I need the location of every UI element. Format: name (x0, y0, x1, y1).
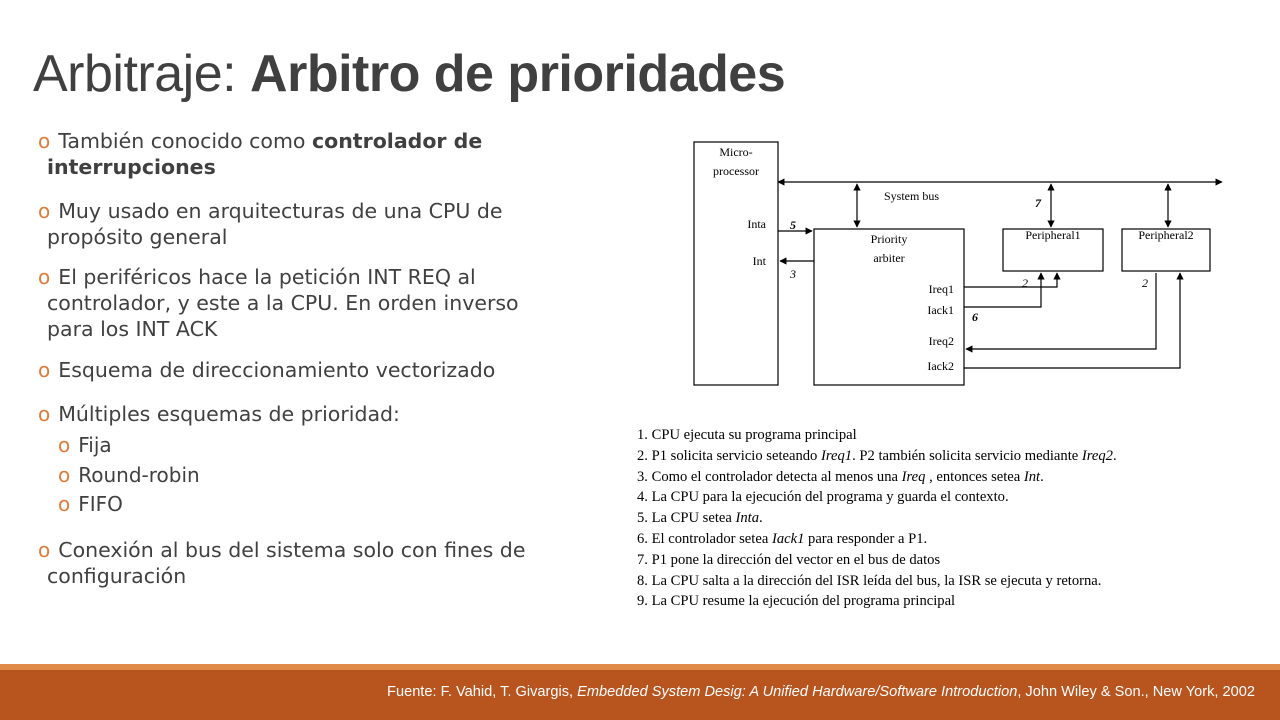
inta-label: Inta (747, 217, 766, 231)
sub-bullet-text: Fija (78, 433, 112, 457)
sub-bullet-text: Round-robin (78, 463, 200, 487)
priority-label-line1: Priority (870, 232, 908, 246)
step-item (637, 425, 1117, 446)
bullet-marker: o (38, 265, 51, 289)
iack1-line (964, 273, 1041, 307)
bullet-marker: o (38, 538, 51, 562)
step-italic: Ireq (901, 468, 926, 485)
bullet-item (38, 198, 618, 250)
step-item (637, 446, 1117, 467)
bullet-marker: o (58, 492, 71, 516)
citation-text: Fuente: F. Vahid, T. Givargis, (387, 684, 578, 700)
bullet-continuation: propósito general (47, 225, 228, 249)
title-normal: Arbitraje: (33, 45, 251, 103)
ireq2-line (966, 273, 1156, 349)
step-item (637, 529, 1117, 550)
bullet-item (38, 357, 618, 383)
iack2-label: Iack2 (927, 359, 954, 373)
title-bold: Arbitro de prioridades (250, 45, 786, 103)
bullet-item (38, 401, 618, 427)
bullet-text: Esquema de direccionamiento vectorizado (58, 358, 496, 382)
bullet-item (38, 537, 618, 589)
bullet-item (38, 264, 618, 342)
footer-bar (0, 670, 1280, 720)
bullet-continuation: controlador, y este a la CPU. En orden inverso (47, 291, 519, 315)
step-text: . (1040, 468, 1044, 485)
step-text: , entonces setea (925, 468, 1024, 485)
bullet-marker: o (58, 433, 71, 457)
slide-title (33, 44, 785, 104)
step-text: 4. La CPU para la ejecución del programa y guarda el contexto. (637, 489, 1009, 506)
step-text: 2. P1 solicita servicio seteando (637, 447, 822, 464)
ireq2-label: Ireq2 (928, 334, 954, 348)
step-italic: Int (1023, 468, 1041, 485)
bullet-item (38, 128, 618, 180)
int-label: Int (752, 254, 766, 268)
bullet-continuation: para los INT ACK (47, 317, 218, 341)
bullet-bold: controlador de (311, 129, 483, 153)
bullet-text: Muy usado en arquitecturas de una CPU de (58, 199, 503, 223)
peripheral1-label: Peripheral1 (1025, 228, 1081, 242)
bullet-marker: o (58, 463, 71, 487)
step-number-2-p2: 2 (1142, 276, 1148, 290)
citation-book-title: Embedded System Desig: A Unified Hardware/Software Introduction (577, 684, 1018, 700)
sub-bullet-text: FIFO (78, 492, 123, 516)
step-text: . (1112, 447, 1117, 464)
priority-arbiter-diagram (620, 135, 1240, 395)
step-text: 3. Como el controlador detecta al menos una (637, 468, 902, 485)
micro-label-line1: Micro- (719, 145, 753, 159)
system-bus-label: System bus (884, 189, 940, 203)
step-text: . P2 también solicita servicio mediante (852, 447, 1082, 464)
iack1-label: Iack1 (927, 303, 954, 317)
sub-bullet-item (58, 462, 200, 488)
bullet-text: El periféricos hace la petición INT REQ al (58, 265, 476, 289)
step-text: 1. CPU ejecuta su programa principal (637, 427, 857, 443)
step-item (637, 508, 1117, 529)
step-text: 5. La CPU setea (637, 510, 736, 527)
bullet-continuation: configuración (47, 564, 187, 588)
step-text: 8. La CPU salta a la dirección del ISR leída del bus, la ISR se ejecuta y retorna. (637, 572, 1102, 589)
micro-label-line2: processor (713, 164, 759, 178)
bullet-marker: o (38, 402, 51, 426)
step-item (637, 591, 1117, 612)
step-item (637, 571, 1117, 592)
ireq1-line (964, 273, 1057, 287)
step-number-5: 5 (790, 218, 796, 232)
bullet-text: Conexión al bus del sistema solo con fines de (58, 538, 526, 562)
step-text: para responder a P1. (804, 530, 928, 547)
step-italic: Ireq1 (821, 447, 853, 464)
step-italic: Inta (735, 510, 760, 527)
priority-label-line2: arbiter (873, 251, 905, 265)
step-item (637, 467, 1117, 488)
sub-bullet-item (58, 491, 123, 517)
step-number-7: 7 (1035, 196, 1041, 210)
bullet-text: También conocido como (58, 129, 312, 153)
step-italic: Ireq2 (1081, 447, 1113, 464)
step-number-6: 6 (972, 310, 978, 324)
step-text: 6. El controlador setea (637, 530, 772, 547)
citation-text: , John Wiley & Son., New York, 2002 (1017, 684, 1255, 700)
step-italic: Iack1 (771, 530, 805, 547)
step-number-2-p1: 2 (1022, 276, 1028, 290)
bullet-continuation: interrupciones (47, 155, 216, 179)
bullet-marker: o (38, 199, 51, 223)
step-item (637, 550, 1117, 571)
step-text: . (759, 510, 763, 527)
steps-list (637, 425, 1117, 612)
sub-bullet-item (58, 432, 112, 458)
bullet-marker: o (38, 358, 51, 382)
bullet-marker: o (38, 129, 51, 153)
step-text: 9. La CPU resume la ejecución del programa principal (637, 593, 956, 610)
step-number-3: 3 (790, 267, 796, 281)
step-text: 7. P1 pone la dirección del vector en el bus de datos (637, 551, 941, 568)
bullet-text: Múltiples esquemas de prioridad: (58, 402, 400, 426)
peripheral2-label: Peripheral2 (1138, 228, 1194, 242)
ireq1-label: Ireq1 (928, 282, 954, 296)
source-citation (387, 684, 1255, 700)
step-item (637, 487, 1117, 508)
